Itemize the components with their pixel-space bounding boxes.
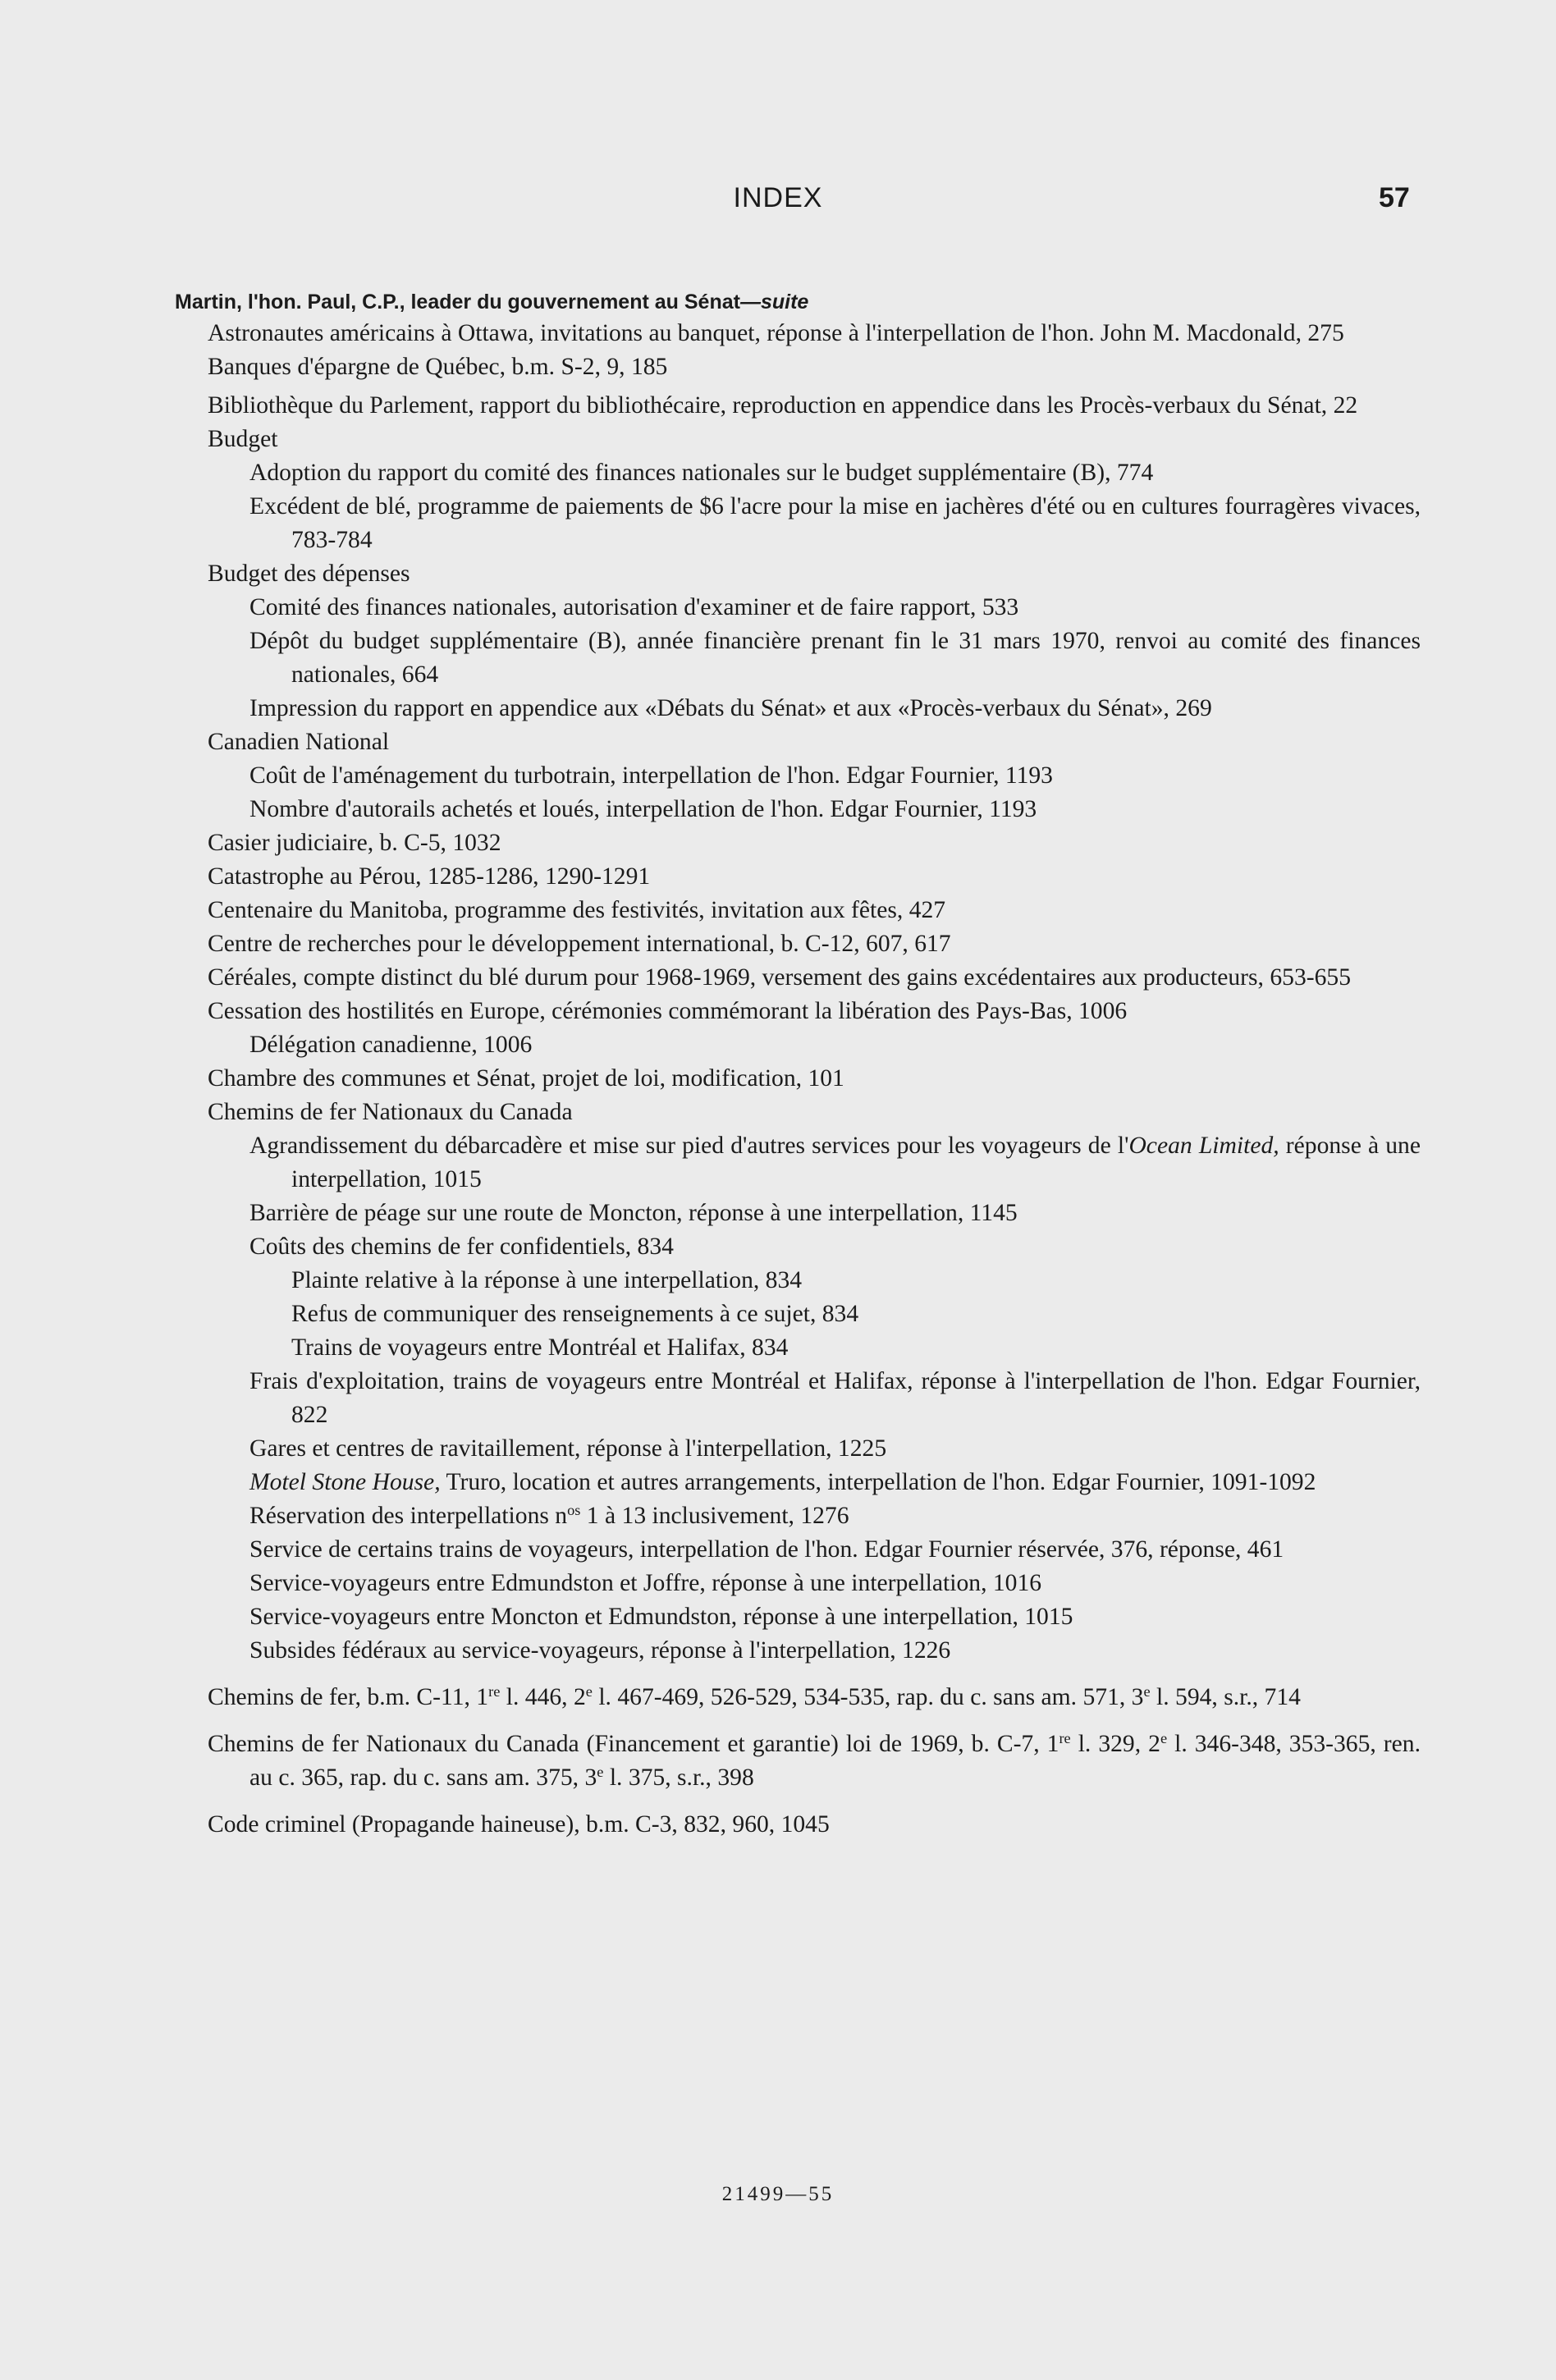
index-subsubentry: Refus de communiquer des renseignements à ce sujet, 834 <box>291 1301 859 1327</box>
index-subentry: Comité des finances nationales, autorisation d'examiner et de faire rapport, 533 <box>249 594 1019 620</box>
entry-superscript: os <box>567 1501 581 1518</box>
index-subentry: Excédent de blé, programme de paiements de $6 l'acre pour la mise en jachères d'été ou en cultures fourragères vivaces, 783-784 <box>249 493 1421 553</box>
index-entry: Catastrophe au Pérou, 1285-1286, 1290-1291 <box>208 863 651 890</box>
entry-text: l. 346-348, 353-365, ren. au c. 365, rap. du c. sans am. 375, 3 <box>249 1731 1421 1791</box>
index-subentry: Barrière de péage sur une route de Moncton, réponse à une interpellation, 1145 <box>249 1200 1018 1226</box>
index-subentry: Service de certains trains de voyageurs, interpellation de l'hon. Edgar Fournier réservée, 376, réponse, 461 <box>249 1536 1284 1563</box>
index-subentry: Impression du rapport en appendice aux «Débats du Sénat» et aux «Procès-verbaux du Sénat», 269 <box>249 695 1212 721</box>
entry-italic: Motel Stone House, <box>249 1469 441 1495</box>
index-entry: Canadien National <box>208 729 390 755</box>
index-subentry: Coûts des chemins de fer confidentiels, 834 <box>249 1233 674 1260</box>
index-subsubentry: Trains de voyageurs entre Montréal et Halifax, 834 <box>291 1334 789 1361</box>
entry-superscript: re <box>488 1682 501 1700</box>
entry-text: réponse à une interpellation, 1015 <box>291 1133 1421 1192</box>
heading-suffix: —suite <box>739 291 809 314</box>
entry-text: l. 594, s.r., 714 <box>1150 1684 1301 1710</box>
entry-superscript: e <box>1143 1682 1151 1700</box>
index-subentry: Service-voyageurs entre Moncton et Edmundston, réponse à une interpellation, 1015 <box>249 1604 1073 1630</box>
index-subentry: Nombre d'autorails achetés et loués, interpellation de l'hon. Edgar Fournier, 1193 <box>249 796 1037 822</box>
entry-italic: Ocean Limited, <box>1128 1133 1279 1159</box>
index-entry: Chambre des communes et Sénat, projet de loi, modification, 101 <box>208 1065 844 1092</box>
index-subsubentry: Plainte relative à la réponse à une interpellation, 834 <box>291 1267 803 1293</box>
entry-text: Chemins de fer Nationaux du Canada (Financement et garantie) loi de 1969, b. C-7, 1 <box>208 1731 1059 1757</box>
index-subentry: Subsides fédéraux au service-voyageurs, réponse à l'interpellation, 1226 <box>249 1637 951 1664</box>
index-subentry: Service-voyageurs entre Edmundston et Joffre, réponse à une interpellation, 1016 <box>249 1570 1042 1596</box>
index-subentry <box>208 1129 1421 1197</box>
entry-text: l. 467-469, 526-529, 534-535, rap. du c. sans am. 571, 3 <box>592 1684 1144 1710</box>
entry-text: Agrandissement du débarcadère et mise sur pied d'autres services pour les voyageurs de l' <box>249 1133 1129 1159</box>
index-entry: Banques d'épargne de Québec, b.m. S-2, 9, 185 <box>208 354 668 380</box>
entry-superscript: e <box>585 1682 593 1700</box>
entry-text: Chemins de fer, b.m. C-11, 1 <box>208 1684 489 1710</box>
index-entry: Astronautes américains à Ottawa, invitations au banquet, réponse à l'interpellation de l'hon. John M. Macdonald, 275 <box>208 320 1344 346</box>
index-entry: Céréales, compte distinct du blé durum pour 1968-1969, versement des gains excédentaires aux producteurs, 653-655 <box>208 964 1351 991</box>
entry-superscript: e <box>597 1763 604 1780</box>
heading-name: Martin, l'hon. Paul, C.P., leader du gouvernement au Sénat <box>175 291 740 314</box>
index-entry <box>208 1681 1421 1714</box>
index-entry: Bibliothèque du Parlement, rapport du bibliothécaire, reproduction en appendice dans les Procès-verbaux du Sénat, 22 <box>208 392 1358 419</box>
page-number: 57 <box>1379 182 1410 213</box>
index-subentry: Gares et centres de ravitaillement, réponse à l'interpellation, 1225 <box>249 1435 887 1462</box>
index-entry <box>208 1728 1421 1795</box>
index-entry: Centenaire du Manitoba, programme des festivités, invitation aux fêtes, 427 <box>208 897 946 923</box>
entry-text: Truro, location et autres arrangements, interpellation de l'hon. Edgar Fournier, 1091-1092 <box>440 1469 1316 1495</box>
index-entry: Cessation des hostilités en Europe, cérémonies commémorant la libération des Pays-Bas, 1006 <box>208 998 1128 1024</box>
index-subentry: Adoption du rapport du comité des finances nationales sur le budget supplémentaire (B), 774 <box>249 460 1154 486</box>
index-heading <box>175 287 1421 317</box>
entry-text: l. 375, s.r., 398 <box>603 1764 754 1791</box>
entry-text: l. 329, 2 <box>1070 1731 1160 1757</box>
entry-superscript: e <box>1160 1729 1168 1746</box>
index-subentry <box>208 1499 1421 1533</box>
entry-text: l. 446, 2 <box>500 1684 586 1710</box>
entry-text: Réservation des interpellations n <box>249 1503 568 1529</box>
index-entry: Budget des dépenses <box>208 561 410 587</box>
page-title: INDEX <box>733 182 823 213</box>
index-entry: Chemins de fer Nationaux du Canada <box>208 1099 573 1125</box>
index-subentry <box>208 1466 1421 1499</box>
index-entry: Code criminel (Propagande haineuse), b.m. C-3, 832, 960, 1045 <box>208 1811 830 1838</box>
index-entry: Centre de recherches pour le développement international, b. C-12, 607, 617 <box>208 931 951 957</box>
entry-text: 1 à 13 inclusivement, 1276 <box>580 1503 849 1529</box>
entry-superscript: re <box>1059 1729 1071 1746</box>
index-entry: Budget <box>208 426 278 452</box>
footer-code: 21499—55 <box>721 2183 835 2205</box>
index-content <box>175 287 1421 1842</box>
index-subentry: Dépôt du budget supplémentaire (B), année financière prenant fin le 31 mars 1970, renvoi au comité des finances nationales, 664 <box>249 628 1421 688</box>
index-entry: Casier judiciaire, b. C-5, 1032 <box>208 830 501 856</box>
index-subentry: Délégation canadienne, 1006 <box>249 1032 533 1058</box>
index-subentry: Coût de l'aménagement du turbotrain, interpellation de l'hon. Edgar Fournier, 1193 <box>249 762 1053 789</box>
index-subentry: Frais d'exploitation, trains de voyageurs entre Montréal et Halifax, réponse à l'interpellation de l'hon. Edgar Fournier, 822 <box>249 1368 1421 1428</box>
